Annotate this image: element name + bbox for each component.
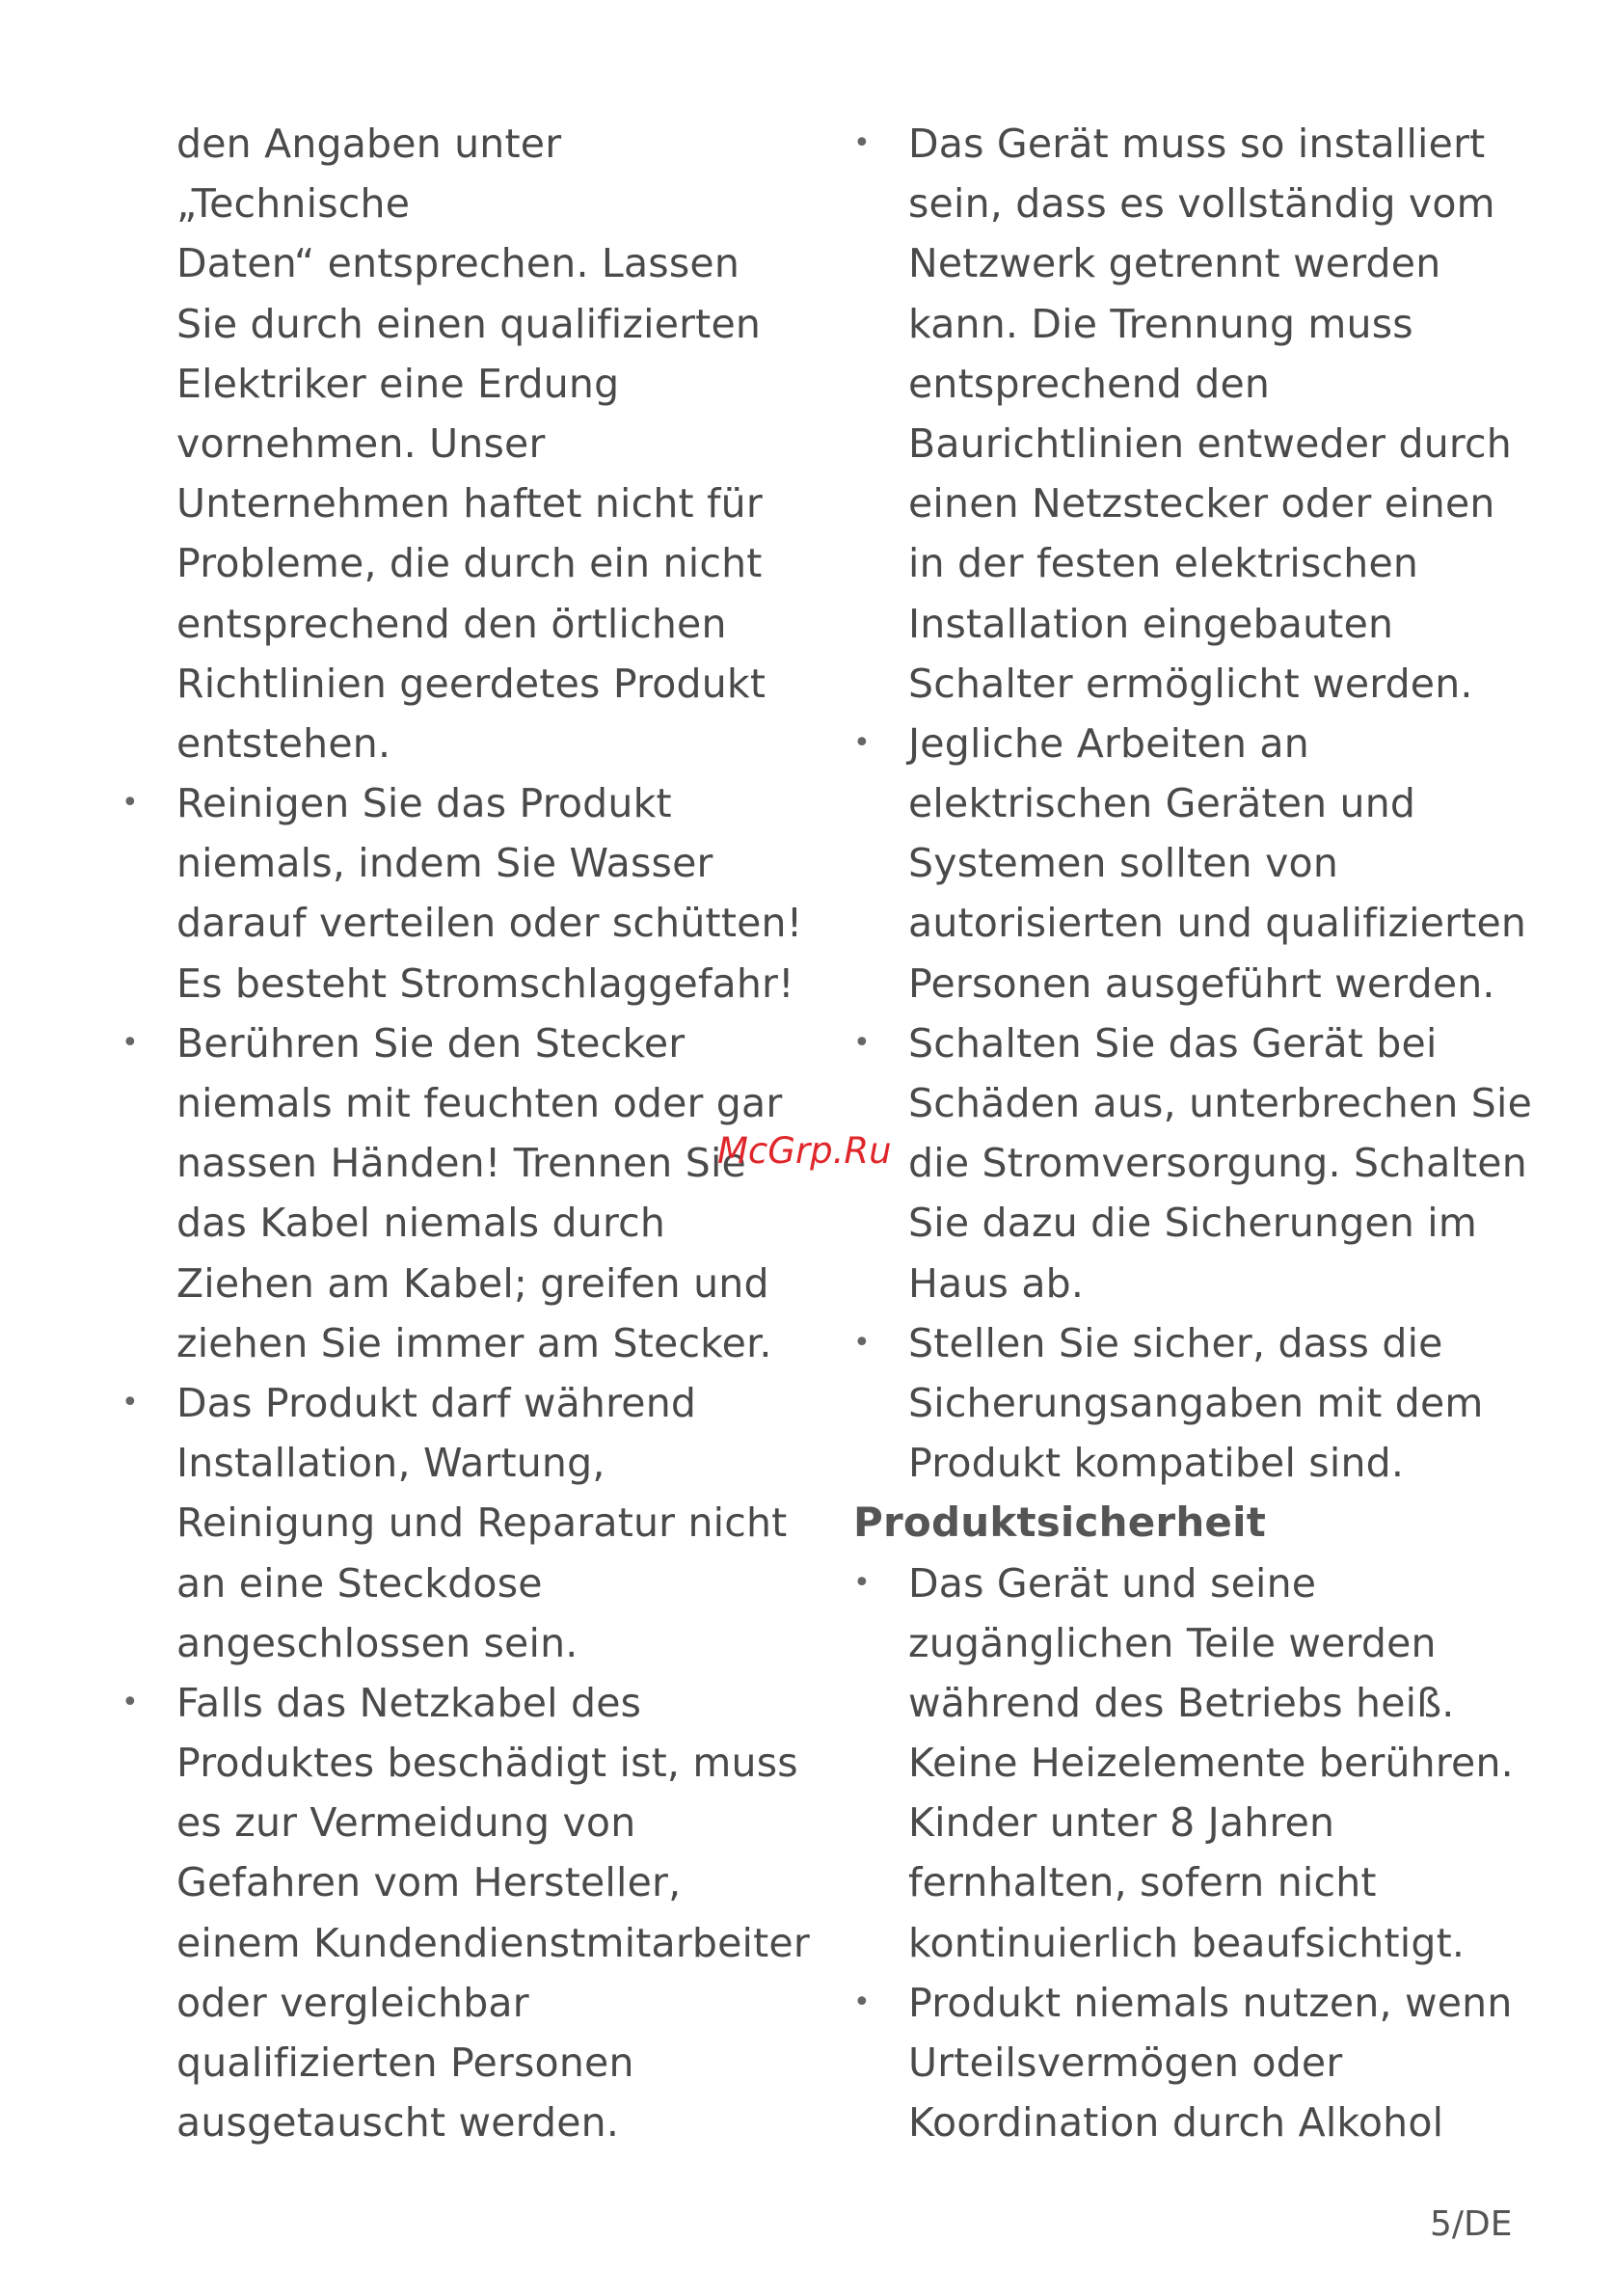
line-text: Sie dazu die Sicherungen im [908, 1200, 1478, 1247]
text-line [853, 1613, 1586, 1673]
bullet-item [121, 1013, 816, 1373]
bullet-item [121, 1673, 816, 2153]
bullet-item [853, 114, 1586, 714]
text-line [853, 1553, 1586, 1613]
text-line [853, 1673, 1586, 1733]
line-text: zugänglichen Teile werden [908, 1619, 1437, 1666]
left-column [121, 114, 816, 2152]
text-line [853, 833, 1586, 893]
line-text: Personen ausgeführt werden. [908, 959, 1495, 1007]
text-line [121, 533, 816, 593]
text-line [121, 1133, 816, 1193]
line-text: es zur Vermeidung von [176, 1799, 636, 1847]
text-line [853, 1254, 1586, 1313]
text-line [853, 1133, 1586, 1193]
line-text: nassen Händen! Trennen Sie [176, 1140, 746, 1187]
line-text: Richtlinien geerdetes Produkt [176, 660, 767, 707]
text-line [121, 174, 816, 233]
bullet-icon: • [853, 1325, 871, 1360]
text-line [121, 1073, 816, 1133]
line-text: Schäden aus, unterbrechen Sie [908, 1080, 1533, 1126]
line-text: Keine Heizelemente berühren. [908, 1740, 1514, 1787]
text-line [853, 114, 1586, 174]
text-line [121, 1193, 816, 1253]
line-text: einem Kundendienstmitarbeiter [176, 1919, 810, 1966]
line-text: Schalten Sie das Gerät bei [908, 1019, 1438, 1067]
line-text: Reinigung und Reparatur nicht [176, 1499, 788, 1547]
line-text: Unternehmen haftet nicht für [176, 480, 763, 527]
text-line [853, 594, 1586, 654]
line-text: in der festen elektrischen [908, 540, 1419, 587]
bullet-item [853, 1973, 1586, 2153]
line-text: Jegliche Arbeiten an [908, 719, 1309, 767]
line-text: Das Gerät muss so installiert [908, 121, 1486, 167]
bullet-item [853, 714, 1586, 1013]
line-text: entsprechend den örtlichen [176, 600, 727, 647]
text-line [121, 954, 816, 1013]
bullet-item [853, 1313, 1586, 1494]
text-line [121, 473, 816, 533]
bullet-item [121, 773, 816, 1013]
line-text: Das Produkt darf während [176, 1379, 697, 1426]
line-text: Ziehen am Kabel; greifen und [176, 1259, 769, 1307]
text-line [853, 533, 1586, 593]
bullet-icon: • [853, 1565, 871, 1600]
line-text: ziehen Sie immer am Stecker. [176, 1319, 772, 1366]
text-line [121, 654, 816, 714]
text-line [853, 1733, 1586, 1793]
text-line [853, 773, 1586, 833]
bullet-item [121, 1373, 816, 1673]
text-line [853, 1313, 1586, 1373]
line-text: den Angaben unter [176, 121, 562, 167]
text-line [121, 833, 816, 893]
text-line [853, 294, 1586, 354]
line-text: Koordination durch Alkohol [908, 2099, 1444, 2147]
text-line [121, 2093, 816, 2152]
text-line [121, 233, 816, 293]
line-text: Produktsicherheit [853, 1499, 1266, 1547]
page-number: 5/DE [1430, 2204, 1513, 2244]
line-text: Gefahren vom Hersteller, [176, 1859, 682, 1906]
text-line [121, 1913, 816, 1973]
text-line [121, 893, 816, 953]
text-line [853, 2033, 1586, 2093]
line-text: Berühren Sie den Stecker [176, 1019, 686, 1067]
line-text: Kinder unter 8 Jahren [908, 1799, 1335, 1847]
line-text: niemals mit feuchten oder gar [176, 1080, 783, 1126]
line-text: Schalter ermöglicht werden. [908, 660, 1473, 707]
bullet-icon: • [121, 1385, 139, 1419]
bullet-item [853, 1013, 1586, 1313]
text-line [853, 1852, 1586, 1912]
line-text: Installation, Wartung, [176, 1440, 605, 1487]
text-line [853, 1973, 1586, 2033]
text-line [121, 714, 816, 773]
text-line [121, 1613, 816, 1673]
text-line [121, 773, 816, 833]
text-line [853, 714, 1586, 773]
paragraph [121, 114, 816, 773]
line-text: oder vergleichbar [176, 1979, 529, 2026]
line-text: Probleme, die durch ein nicht [176, 540, 763, 587]
line-text: Netzwerk getrennt werden [908, 240, 1441, 287]
line-text: angeschlossen sein. [176, 1619, 578, 1666]
section-heading [853, 1493, 1586, 1553]
text-line [853, 414, 1586, 473]
line-text: während des Betriebs heiß. [908, 1679, 1455, 1726]
line-text: qualifizierten Personen [176, 2039, 634, 2086]
text-line [121, 1313, 816, 1373]
line-text: die Stromversorgung. Schalten [908, 1140, 1527, 1187]
text-line [853, 1073, 1586, 1133]
line-text: Sie durch einen qualifizierten [176, 300, 762, 347]
line-text: vornehmen. Unser [176, 419, 546, 467]
text-line [853, 1433, 1586, 1493]
line-text: Systemen sollten von [908, 840, 1339, 887]
line-text: einen Netzstecker oder einen [908, 480, 1495, 527]
line-text: elektrischen Geräten und [908, 780, 1416, 827]
text-line [853, 1493, 1586, 1553]
line-text: Reinigen Sie das Produkt [176, 780, 672, 827]
line-text: Elektriker eine Erdung [176, 360, 620, 407]
text-line [853, 1013, 1586, 1073]
text-line [121, 1553, 816, 1613]
text-line [853, 654, 1586, 714]
text-line [121, 1013, 816, 1073]
bullet-icon: • [853, 725, 871, 760]
text-line [853, 1193, 1586, 1253]
line-text: Produktes beschädigt ist, muss [176, 1740, 798, 1787]
text-line [121, 1433, 816, 1493]
text-line [121, 354, 816, 414]
line-text: Produkt kompatibel sind. [908, 1440, 1405, 1487]
text-line [853, 473, 1586, 533]
line-text: an eine Steckdose [176, 1559, 543, 1607]
bullet-icon: • [853, 1985, 871, 2019]
line-text: ausgetauscht werden. [176, 2099, 620, 2147]
bullet-icon: • [121, 1685, 139, 1719]
bullet-icon: • [853, 1025, 871, 1060]
text-line [121, 294, 816, 354]
line-text: Stellen Sie sicher, dass die [908, 1319, 1443, 1366]
bullet-icon: • [121, 1025, 139, 1060]
line-text: Urteilsvermögen oder [908, 2039, 1343, 2086]
text-line [121, 1254, 816, 1313]
text-line [853, 354, 1586, 414]
line-text: kontinuierlich beaufsichtigt. [908, 1919, 1466, 1966]
line-text: „Technische [176, 180, 411, 228]
line-text: kann. Die Trennung muss [908, 300, 1413, 347]
line-text: sein, dass es vollständig vom [908, 180, 1495, 228]
bullet-item [853, 1553, 1586, 1973]
text-line [853, 174, 1586, 233]
text-line [853, 1913, 1586, 1973]
text-line [121, 1673, 816, 1733]
text-line [853, 1793, 1586, 1852]
line-text: Haus ab. [908, 1259, 1085, 1307]
line-text: entstehen. [176, 719, 391, 767]
text-line [121, 1373, 816, 1433]
line-text: autorisierten und qualifizierten [908, 900, 1527, 947]
bullet-icon: • [121, 786, 139, 821]
text-line [121, 414, 816, 473]
line-text: Es besteht Stromschlaggefahr! [176, 959, 794, 1007]
text-line [121, 1793, 816, 1852]
right-column [853, 114, 1586, 2152]
line-text: Produkt niemals nutzen, wenn [908, 1979, 1513, 2026]
line-text: Sicherungsangaben mit dem [908, 1379, 1484, 1426]
line-text: entsprechend den [908, 360, 1271, 407]
line-text: niemals, indem Sie Wasser [176, 840, 713, 887]
line-text: Das Gerät und seine [908, 1559, 1317, 1607]
text-line [121, 1852, 816, 1912]
text-line [853, 954, 1586, 1013]
text-line [853, 893, 1586, 953]
text-line [121, 1973, 816, 2033]
text-line [121, 1733, 816, 1793]
text-line [121, 594, 816, 654]
line-text: fernhalten, sofern nicht [908, 1859, 1377, 1906]
line-text: das Kabel niemals durch [176, 1200, 666, 1247]
text-line [121, 114, 816, 174]
line-text: Baurichtlinien entweder durch [908, 419, 1512, 467]
text-line [853, 2093, 1586, 2152]
text-line [853, 233, 1586, 293]
watermark: McGrp.Ru [717, 1130, 892, 1172]
line-text: darauf verteilen oder schütten! [176, 900, 803, 947]
line-text: Daten“ entsprechen. Lassen [176, 240, 740, 287]
text-line [121, 2033, 816, 2093]
line-text: Falls das Netzkabel des [176, 1679, 642, 1726]
text-line [121, 1493, 816, 1553]
bullet-icon: • [853, 126, 871, 160]
line-text: Installation eingebauten [908, 600, 1394, 647]
text-line [853, 1373, 1586, 1433]
